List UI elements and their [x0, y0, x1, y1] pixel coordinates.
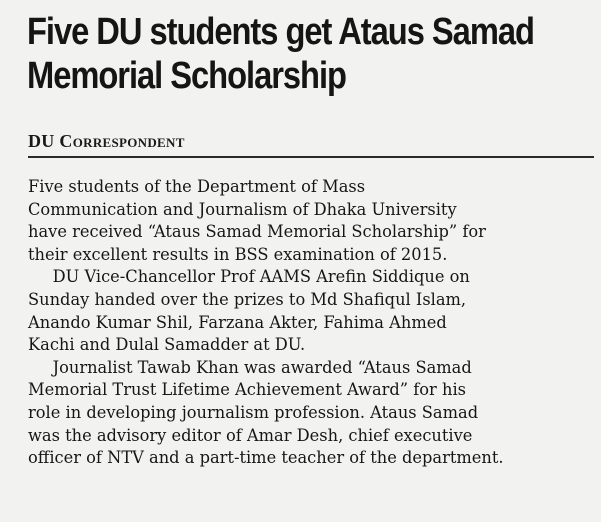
paragraph-1-line-2: Communication and Journalism of Dhaka University: [28, 199, 457, 220]
paragraph-3-line-1: Journalist Tawab Khan was awarded “Ataus Samad: [52, 357, 472, 378]
paragraph-2-line-4: Kachi and Dulal Samadder at DU.: [28, 335, 306, 356]
headline-line-2: Memorial Scholarship: [27, 55, 346, 97]
byline-suffix: Correspondent: [59, 131, 185, 151]
paragraph-3-line-2: Memorial Trust Lifetime Achievement Award” for his: [28, 380, 466, 401]
article-body: [28, 176, 567, 470]
paragraph-3-line-3: role in developing journalism profession. Ataus Samad: [28, 402, 479, 423]
headline: [27, 10, 534, 98]
headline-line-1: Five DU students get Ataus Samad: [27, 11, 534, 53]
byline-divider: [28, 156, 594, 158]
paragraph-3-line-4: was the advisory editor of Amar Desh, chief executive: [28, 425, 473, 446]
paragraph-1-line-1: Five students of the Department of Mass: [28, 177, 366, 197]
paragraph-2-line-2: Sunday handed over the prizes to Md Shafiqul Islam,: [28, 289, 467, 310]
paragraph-2-line-3: Anando Kumar Shil, Farzana Akter, Fahima Ahmed: [28, 312, 447, 333]
byline: [28, 131, 185, 152]
paragraph-3-line-5: officer of NTV and a part-time teacher of the department.: [28, 448, 504, 469]
byline-prefix: DU: [28, 131, 55, 151]
paragraph-1-line-3: have received “Ataus Samad Memorial Scholarship” for: [28, 222, 486, 243]
paragraph-2-line-1: DU Vice-Chancellor Prof AAMS Arefin Siddique on: [52, 267, 470, 288]
paragraph-1-line-4: their excellent results in BSS examination of 2015.: [28, 244, 448, 265]
